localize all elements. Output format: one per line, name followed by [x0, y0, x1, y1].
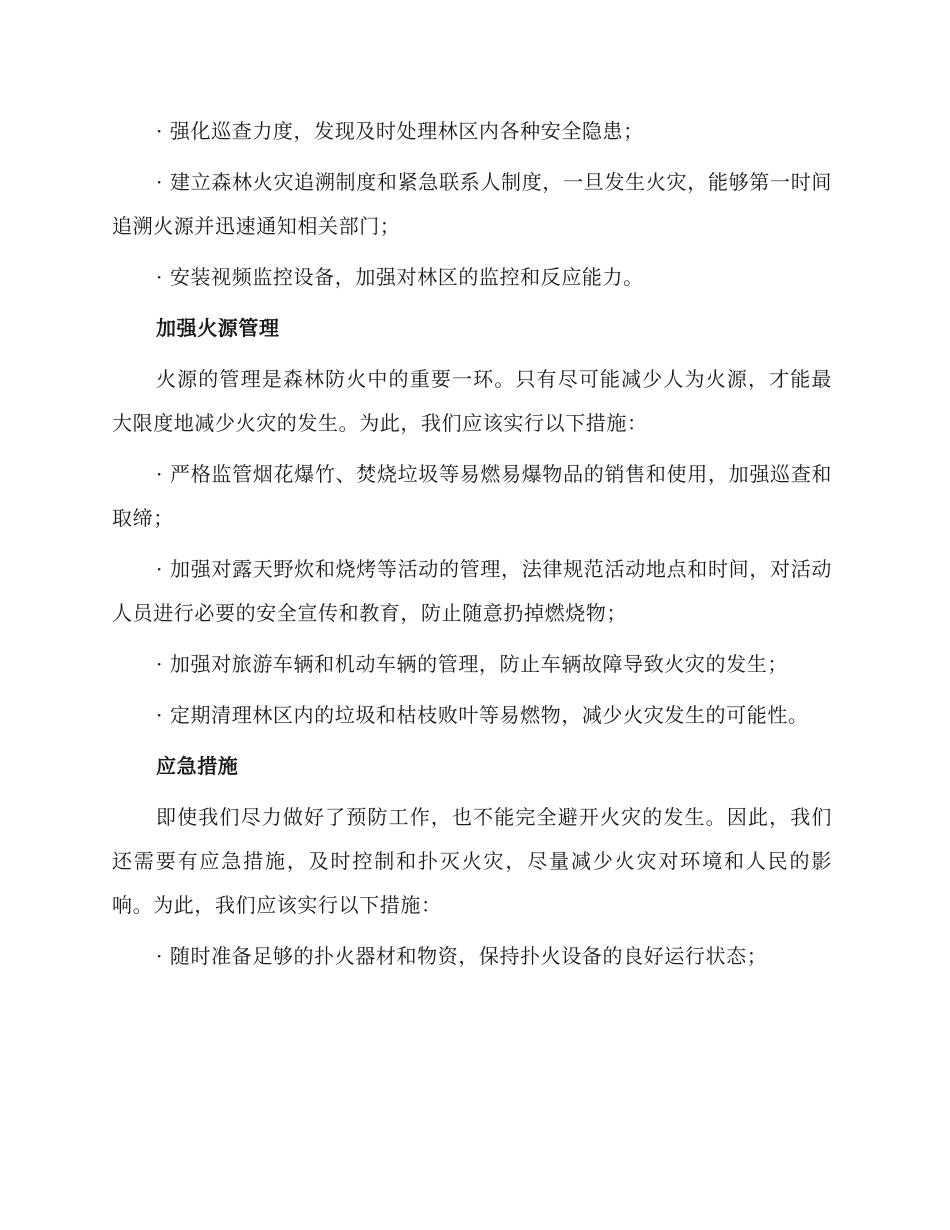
- bullet-item-outdoor-cooking: · 加强对露天野炊和烧烤等活动的管理，法律规范活动地点和时间，对活动人员进行必要的安全宣传和教育，防止随意扔掉燃烧物；: [112, 557, 832, 625]
- bullet-item-patrol: · 强化巡查力度，发现及时处理林区内各种安全隐患；: [156, 119, 644, 143]
- section-heading-emergency: 应急措施: [156, 754, 239, 778]
- section-heading-fire-source: 加强火源管理: [156, 316, 280, 340]
- document-body: [112, 102, 832, 978]
- bullet-item-video-monitoring: · 安装视频监控设备，加强对林区的监控和反应能力。: [156, 265, 644, 289]
- bullet-item-equipment: · 随时准备足够的扑火器材和物资，保持扑火设备的良好运行状态；: [156, 944, 768, 968]
- paragraph-emergency-intro: 即使我们尽力做好了预防工作，也不能完全避开火灾的发生。因此，我们还需要有应急措施，及时控制和扑灭火灾，尽量减少火灾对环境和人民的影响。为此，我们应该实行以下措施：: [112, 805, 832, 917]
- bullet-item-fireworks: · 严格监管烟花爆竹、焚烧垃圾等易燃易爆物品的销售和使用，加强巡查和取缔；: [112, 462, 832, 530]
- bullet-item-traceability: · 建立森林火灾追溯制度和紧急联系人制度，一旦发生火灾，能够第一时间追溯火源并迅速通知相关部门；: [112, 170, 832, 238]
- bullet-item-clean-debris: · 定期清理林区内的垃圾和枯枝败叶等易燃物，减少火灾发生的可能性。: [156, 703, 809, 727]
- bullet-item-vehicles: · 加强对旅游车辆和机动车辆的管理，防止车辆故障导致火灾的发生；: [156, 652, 788, 676]
- paragraph-fire-source-intro: 火源的管理是森林防火中的重要一环。只有尽可能减少人为火源，才能最大限度地减少火灾的发生。为此，我们应该实行以下措施：: [112, 367, 832, 435]
